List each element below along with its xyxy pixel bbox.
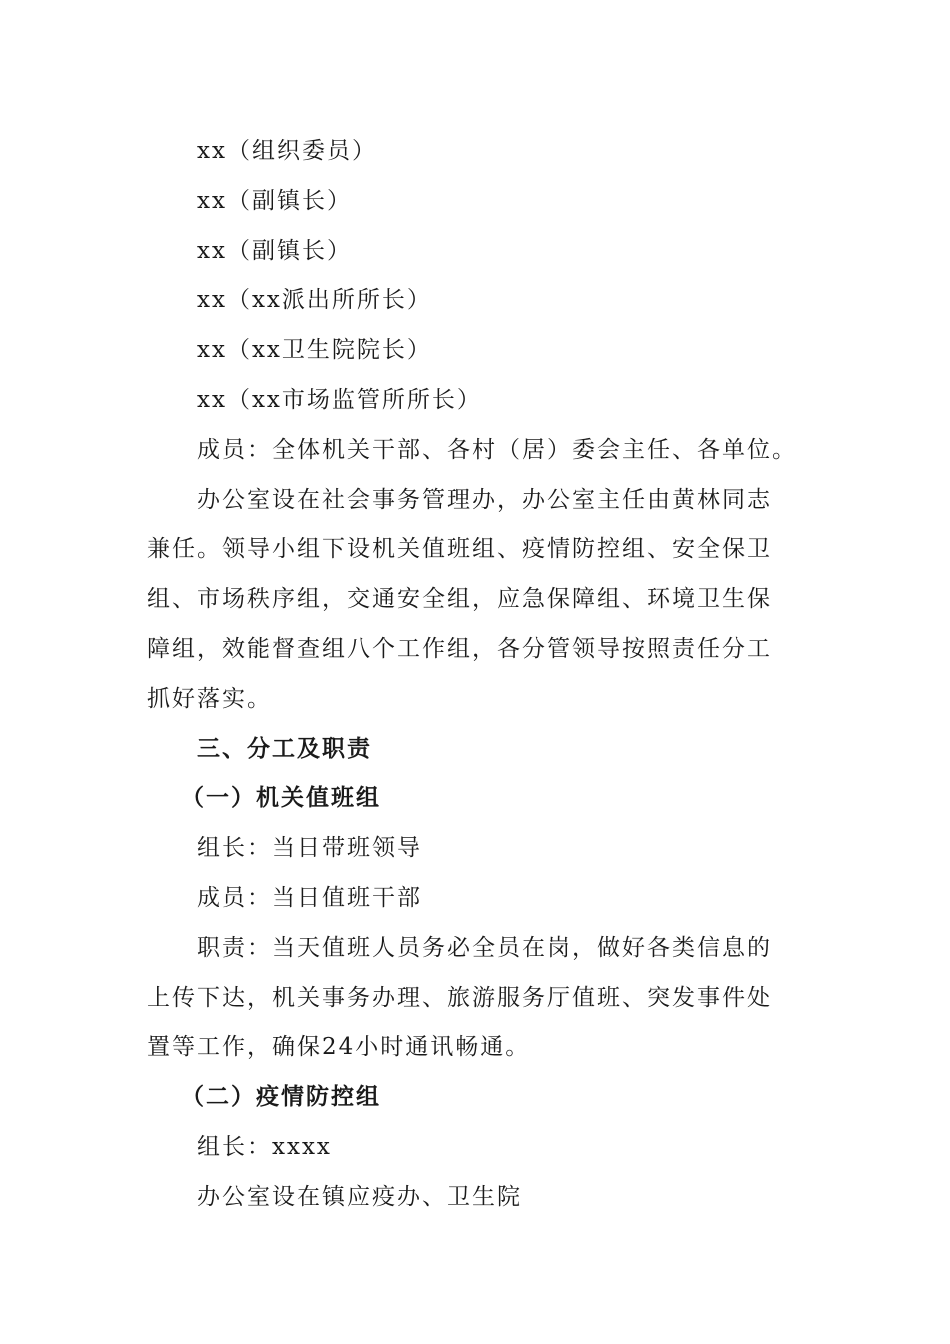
member-line: xx（xx卫生院院长）: [197, 337, 432, 364]
section-heading: 三、分工及职责: [197, 735, 372, 762]
office-paragraph-line: 兼任。领导小组下设机关值班组、疫情防控组、安全保卫: [147, 536, 772, 563]
member-line: xx（xx派出所所长）: [197, 287, 432, 314]
office-line: 办公室设在镇应疫办、卫生院: [197, 1183, 522, 1210]
member-line: 成员：当日值班干部: [197, 884, 422, 911]
duty-paragraph-line: 置等工作，确保24小时通讯畅通。: [147, 1034, 531, 1061]
office-paragraph-line: 组、市场秩序组，交通安全组，应急保障组、环境卫生保: [147, 586, 772, 613]
subsection-heading: （一）机关值班组: [181, 785, 381, 812]
leader-line: 组长：当日带班领导: [197, 835, 422, 862]
subsection-heading: （二）疫情防控组: [181, 1084, 381, 1111]
leader-line: 组长：xxxx: [197, 1133, 332, 1160]
member-line: xx（组织委员）: [197, 138, 377, 164]
members-paragraph: 成员：全体机关干部、各村（居）委会主任、各单位。: [197, 436, 797, 463]
duty-paragraph-line: 上传下达，机关事务办理、旅游服务厅值班、突发事件处: [147, 984, 772, 1011]
office-paragraph-line: 障组，效能督查组八个工作组，各分管领导按照责任分工: [147, 635, 772, 662]
office-paragraph-line: 抓好落实。: [147, 685, 272, 712]
duty-paragraph-line: 职责：当天值班人员务必全员在岗，做好各类信息的: [197, 934, 772, 961]
office-paragraph-line: 办公室设在社会事务管理办，办公室主任由黄林同志: [197, 486, 772, 513]
document-body: [147, 127, 797, 1223]
member-line: xx（副镇长）: [197, 187, 352, 214]
member-line: xx（副镇长）: [197, 237, 352, 264]
member-line: xx（xx市场监管所所长）: [197, 386, 482, 413]
